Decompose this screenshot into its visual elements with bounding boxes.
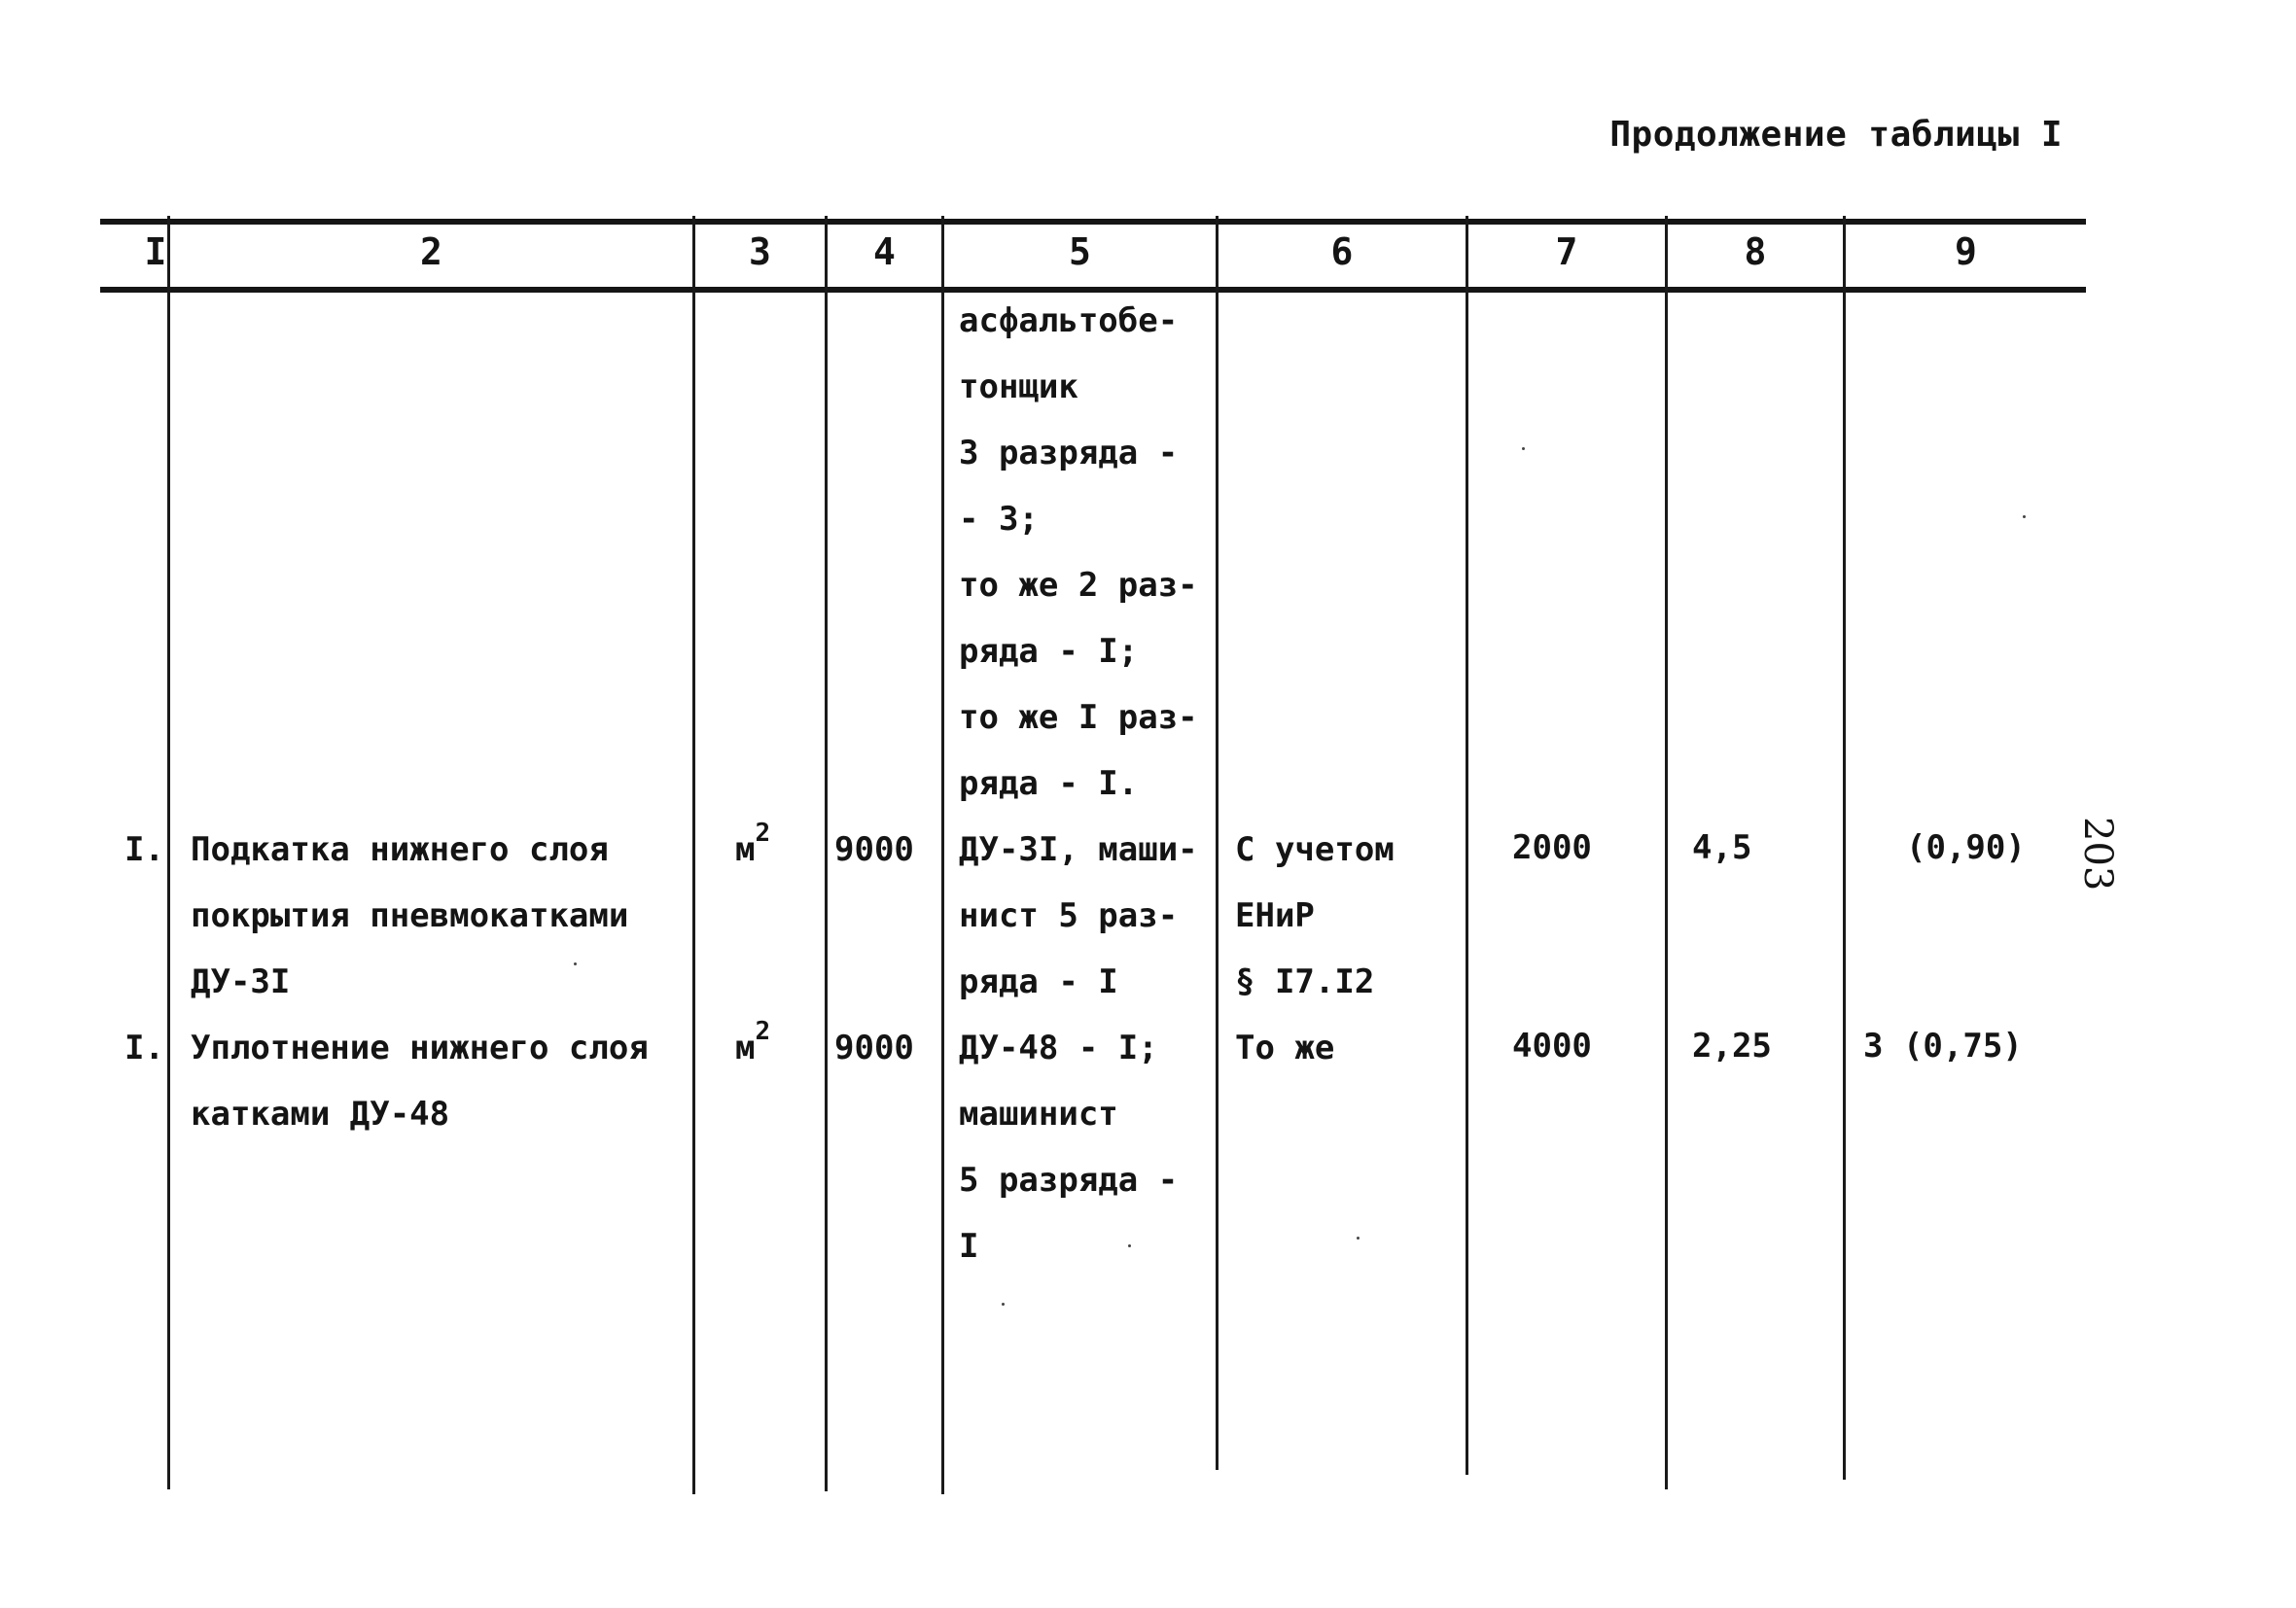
cell-line: ЕНиР (1235, 896, 1315, 935)
column-header: 3 (749, 230, 771, 273)
cell-line: ДУ-3I (191, 962, 291, 1001)
column-header: 6 (1330, 230, 1354, 273)
row-number: I. (124, 1029, 164, 1067)
col9-cell: 3 (0,75) (1863, 1027, 2023, 1066)
cell-line: 5 разряда - (959, 1161, 1179, 1200)
scan-speck (574, 962, 577, 965)
cell-line: то же I раз- (959, 698, 1198, 737)
column-divider (1466, 216, 1468, 1475)
col8-cell: 4,5 (1692, 828, 1752, 867)
cell-line: С учетом (1235, 830, 1395, 869)
table-continuation-heading: Продолжение таблицы I (1609, 115, 2063, 155)
column-header: 7 (1555, 230, 1578, 273)
unit: м (735, 830, 756, 869)
column-header: 2 (420, 230, 442, 273)
row-number: I. (124, 830, 164, 869)
scan-speck (1128, 1244, 1131, 1247)
unit-superscript: 2 (755, 819, 771, 848)
cell-line: ряда - I. (959, 764, 1139, 803)
column-divider (1665, 216, 1668, 1489)
cell-line: катками ДУ-48 (191, 1095, 450, 1134)
operation-name (191, 817, 628, 1015)
column-header: 8 (1744, 230, 1767, 273)
col7-cell: 2000 (1512, 828, 1592, 867)
cell-line: тонщик (959, 367, 1078, 406)
workers-continuation (959, 288, 1198, 817)
page-number: 203 (2075, 817, 2120, 891)
cell-line: То же (1235, 1029, 1335, 1067)
cell-line: нист 5 раз- (959, 896, 1179, 935)
cell-line: покрытия пневмокатками (191, 896, 629, 935)
note-cell (1235, 817, 1395, 1015)
scan-speck (1357, 1237, 1360, 1240)
cell-line: § I7.I2 (1235, 962, 1375, 1001)
note-cell (1235, 1015, 1334, 1081)
unit-cell (735, 817, 770, 883)
cell-line: 3 разряда - (959, 434, 1179, 472)
cell-line: ДУ-48 - I; (959, 1029, 1158, 1067)
column-divider (692, 216, 695, 1494)
column-divider (825, 216, 828, 1491)
column-divider (1216, 216, 1219, 1470)
column-divider (1843, 216, 1846, 1480)
column-header: I (144, 230, 167, 273)
machines-cell (959, 817, 1198, 1015)
unit-superscript: 2 (755, 1017, 771, 1046)
cell-line: - 3; (959, 500, 1039, 539)
cell-line: ДУ-3I, маши- (959, 830, 1198, 869)
col9-cell: (0,90) (1906, 828, 2026, 867)
scan-speck (2023, 515, 2026, 518)
cell-line: асфальтобе- (959, 301, 1179, 340)
scan-speck (1522, 447, 1525, 450)
column-header: 4 (873, 230, 896, 273)
machines-cell (959, 1015, 1178, 1279)
col7-cell: 4000 (1512, 1027, 1592, 1066)
cell-line: ряда - I (959, 962, 1118, 1001)
quantity-cell: 9000 (834, 1029, 914, 1067)
cell-line: I (959, 1227, 979, 1266)
column-header: 5 (1069, 230, 1091, 273)
column-header: 9 (1955, 230, 1977, 273)
unit: м (735, 1029, 756, 1067)
cell-line: ряда - I; (959, 632, 1139, 671)
operation-name (191, 1015, 649, 1147)
cell-line: машинист (959, 1095, 1118, 1134)
quantity-cell: 9000 (834, 830, 914, 869)
cell-line: Уплотнение нижнего слоя (191, 1029, 649, 1067)
unit-cell (735, 1015, 770, 1081)
column-divider (167, 216, 170, 1489)
scan-speck (1002, 1303, 1005, 1306)
column-divider (941, 216, 944, 1494)
cell-line: Подкатка нижнего слоя (191, 830, 609, 869)
col8-cell: 2,25 (1692, 1027, 1772, 1066)
header-top-rule (100, 219, 2086, 225)
cell-line: то же 2 раз- (959, 566, 1198, 605)
